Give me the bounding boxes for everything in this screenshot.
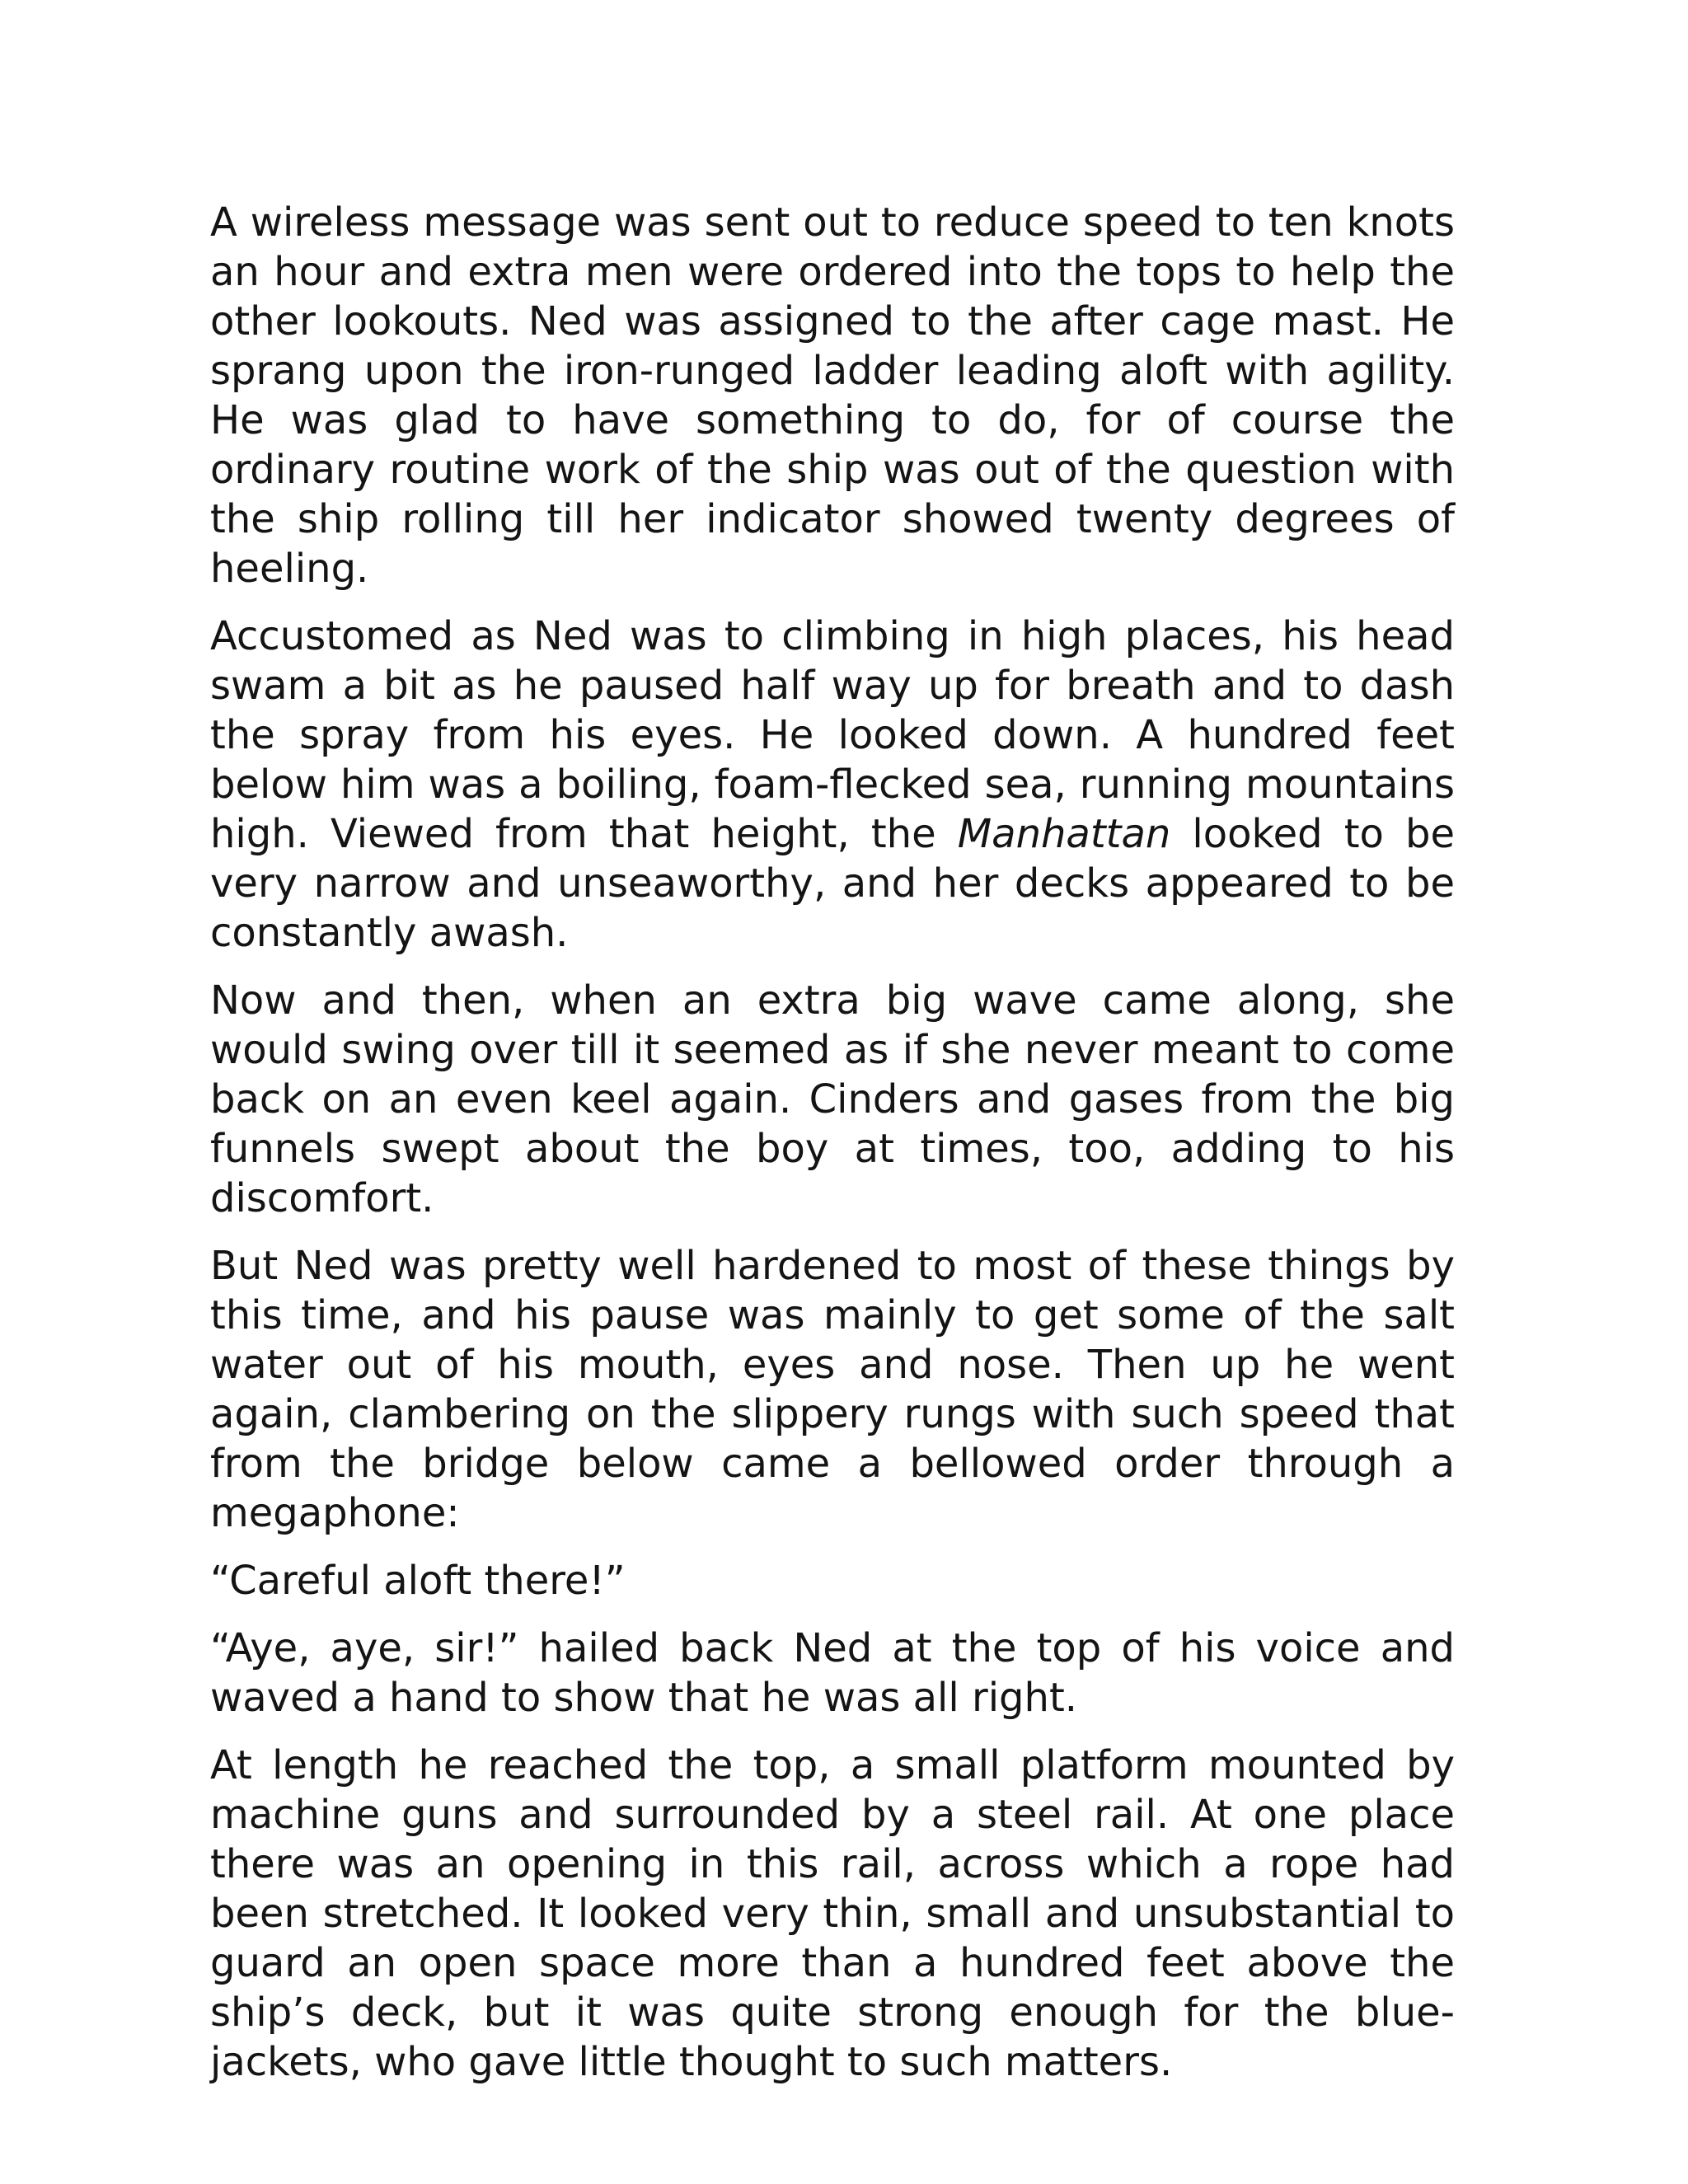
paragraph-7: At length he reached the top, a small platform mounted by machine guns and surrounded by a steel rail. At one place there was an opening in this rail, across which a rope had been stretched. It looked very thin, small and unsubstantial to guard an open space more than a hundred feet above the ship’s deck, but it was quite strong enough for the blue-jackets, who gave little thought to such matters. xyxy=(210,1742,1455,2085)
ship-name-italic: Manhattan xyxy=(957,811,1171,857)
paragraph-5: “Careful aloft there!” xyxy=(210,1558,626,1604)
paragraph-2-text-start: Accustomed as Ned was to climbing in high places, his head swam a bit as he paused half way up for breath and to dash the spray from his eyes. He looked down. A hundred feet below him was a boiling, foam-flecked sea, running mountains high. Viewed from that height, the xyxy=(210,613,1455,857)
paragraph-2 xyxy=(210,612,1455,958)
paragraph-2-text-end: looked to be very narrow and unseaworthy, and her decks appeared to be constantly awash. xyxy=(210,811,1455,956)
paragraph-3: Now and then, when an extra big wave came along, she would swing over till it seemed as if she never meant to come back on an even keel again. Cinders and gases from the big funnels swept about the boy at times, too, adding to his discomfort. xyxy=(210,977,1455,1221)
paragraph-4: But Ned was pretty well hardened to most of these things by this time, and his pause was mainly to get some of the salt water out of his mouth, eyes and nose. Then up he went again, clambering on the slippery rungs with such speed that from the bridge below came a bellowed order through a megaphone: xyxy=(210,1243,1455,1536)
page-body xyxy=(210,198,1455,2105)
paragraph-1: A wireless message was sent out to reduce speed to ten knots an hour and extra men were ordered into the tops to help the other lookouts. Ned was assigned to the after cage mast. He sprang upon the iron-runged ladder leading aloft with agility. He was glad to have something to do, for of course the ordinary routine work of the ship was out of the question with the ship rolling till her indicator showed twenty degrees of heeling. xyxy=(210,199,1455,592)
paragraph-6: “Aye, aye, sir!” hailed back Ned at the top of his voice and waved a hand to show that he was all right. xyxy=(210,1625,1455,1721)
